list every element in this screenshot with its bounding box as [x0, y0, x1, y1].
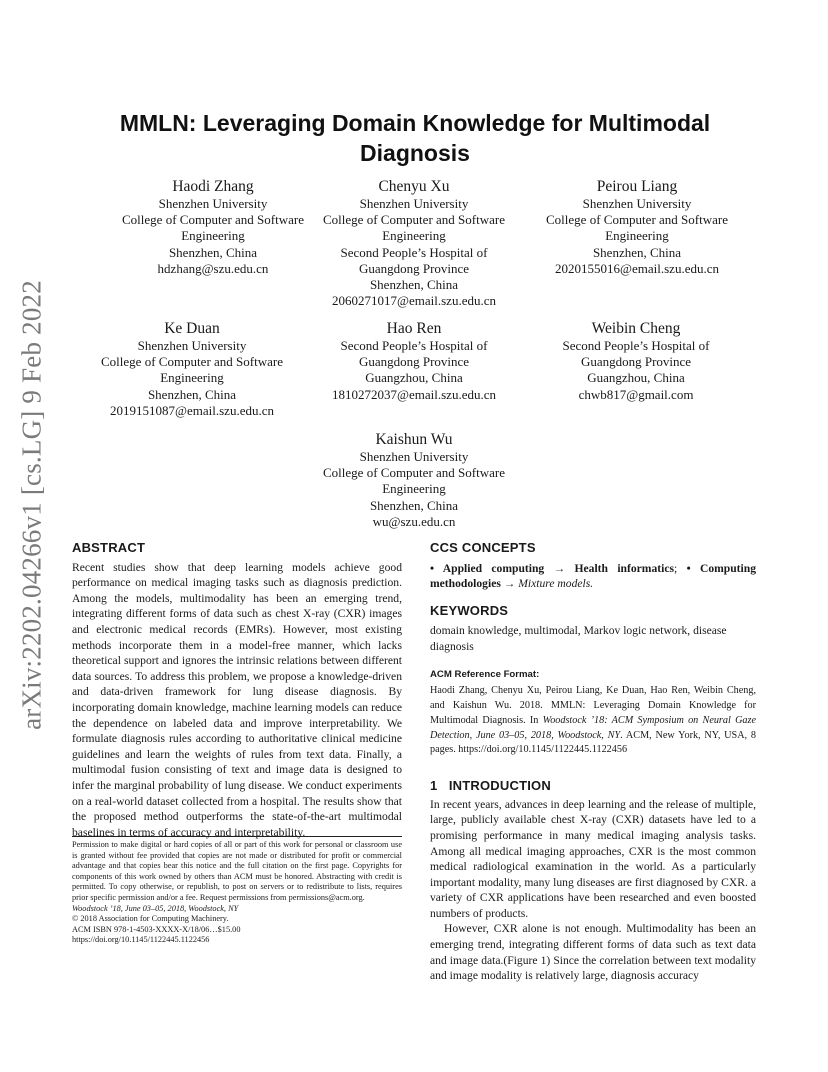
- title-line-1: MMLN: Leveraging Domain Knowledge for Multimodal: [119, 110, 711, 136]
- ccs-separator: ;: [674, 561, 687, 575]
- venue-line: Woodstock ’18, June 03–05, 2018, Woodstock, NY: [72, 903, 239, 913]
- author-affiliation: Shenzhen University: [359, 196, 469, 211]
- author-affiliation: Engineering: [382, 228, 446, 244]
- introduction-para-1: In recent years, advances in deep learning and the release of multiple, large, publicly available chest X-ray (CXR) datasets have led to a promising performance in many medical imaging analysis tasks. Among all medical imaging approaches, CXR is the most common medical radiological examination in the world. As a particularly important modality, many lung diseases are first diagnosed by CXR. a variety of CXR applications have been researched and even boosted numbers of products.: [430, 797, 756, 920]
- copyright-line: © 2018 Association for Computing Machinery.: [72, 914, 229, 924]
- author-location: Guangzhou, China: [587, 370, 685, 386]
- ccs-concept-1: • Applied computing: [430, 561, 545, 575]
- author-affiliation: College of Computer and Software: [323, 465, 505, 481]
- reference-format-heading: ACM Reference Format:: [430, 668, 540, 680]
- arxiv-stamp: [13, 280, 51, 730]
- author-name: Hao Ren: [386, 320, 442, 337]
- author-affiliation: College of Computer and Software: [546, 212, 728, 228]
- author-location: Shenzhen, China: [168, 244, 258, 260]
- keywords-heading: KEYWORDS: [430, 602, 509, 618]
- author-location: Shenzhen, China: [147, 386, 237, 402]
- reference-text-b: . ACM, New York, NY, USA, 8 pages. https://doi.org/10.1145/1122445.1122456: [430, 729, 756, 756]
- author-location: Shenzhen, China: [369, 277, 459, 293]
- author-affiliation: Guangdong Province: [358, 354, 470, 370]
- author-block: [517, 178, 757, 277]
- ccs-concept-1-sub: Health informatics: [574, 561, 674, 575]
- author-affiliation: Guangdong Province: [358, 260, 470, 276]
- author-block: [72, 320, 312, 419]
- paper-title: [95, 108, 735, 168]
- abstract-section: [72, 540, 402, 840]
- author-email: 2019151087@email.szu.edu.cn: [110, 402, 274, 418]
- right-column: [430, 540, 756, 984]
- author-name: Chenyu Xu: [378, 178, 450, 195]
- reference-format-text: [430, 684, 756, 758]
- doi-line: https://doi.org/10.1145/1122445.1122456: [72, 935, 210, 945]
- author-location: Shenzhen, China: [369, 497, 459, 513]
- author-affiliation: Second People’s Hospital of: [340, 338, 488, 353]
- abstract-heading: ABSTRACT: [72, 540, 146, 555]
- author-name: Kaishun Wu: [375, 431, 453, 448]
- ccs-concepts: [430, 561, 756, 592]
- arrow-icon: →: [553, 561, 566, 575]
- isbn-line: ACM ISBN 978-1-4503-XXXX-X/18/06…$15.00: [72, 924, 241, 934]
- author-affiliation: Shenzhen University: [137, 338, 247, 353]
- author-location: Guangzhou, China: [365, 370, 463, 386]
- author-affiliation: Shenzhen University: [158, 196, 268, 211]
- author-email: 2020155016@email.szu.edu.cn: [555, 260, 719, 276]
- footnote-divider: [72, 836, 402, 837]
- author-name: Weibin Cheng: [591, 320, 681, 337]
- keywords-text: domain knowledge, multimodal, Markov logic network, disease diagnosis: [430, 624, 727, 653]
- reference-text-a: Haodi Zhang, Chenyu Xu, Peirou Liang, Ke Duan, Hao Ren, Weibin Cheng, and Kaishun Wu. 2018. MMLN: Leveraging Domain Knowledge for Multimodal Diagnosis. In: [430, 685, 756, 726]
- ccs-concept-2-sub: Mixture models: [518, 577, 591, 591]
- ccs-heading: CCS CONCEPTS: [430, 540, 536, 555]
- ccs-end: .: [590, 577, 594, 591]
- author-affiliation: Engineering: [181, 228, 245, 244]
- author-affiliation: Engineering: [382, 481, 446, 497]
- abstract-text: Recent studies show that deep learning models achieve good performance on medical imaging tasks such as diagnosis prediction. Among the models, multimodality has been an emerging trend, integrating different forms of data such as chest X-ray (CXR) images and electronic medical records (EMRs). However, most existing methods incorporate them in a model-free manner, which lacks theoretical support and ignores the intrinsic relations between different data sources. To address this problem, we propose a knowledge-driven and data-driven framework for lung disease diagnosis. By incorporating domain knowledge, machine learning models can reduce the dependence on labeled data and improve interpretability. We formulate diagnosis rules according to authoritative clinical medicine guidelines and learn the weights of rules from text data. Finally, a multimodal fusion consisting of text and image data is designed to infer the marginal probability of lung disease. We conduct experiments on a real-world dataset collected from a hospital. The results show that the proposed method outperforms the state-of-the-art multimodal baselines in terms of accuracy and interpretability.: [72, 560, 402, 839]
- author-email: hdzhang@szu.edu.cn: [157, 260, 269, 276]
- author-affiliation: Engineering: [605, 228, 669, 244]
- arxiv-stamp-text: arXiv:2202.04266v1 [cs.LG] 9 Feb 2022: [16, 280, 47, 730]
- author-affiliation: Shenzhen University: [359, 449, 469, 464]
- arrow-icon: →: [503, 577, 516, 591]
- author-affiliation: Guangdong Province: [580, 354, 692, 370]
- reference-text-venue: Woodstock ’18: ACM Symposium on Neural Gaze Detection, June 03–05, 2018, Woodstock, NY: [430, 714, 757, 741]
- author-block: [516, 320, 756, 403]
- title-line-2: Diagnosis: [360, 140, 470, 166]
- author-block: [294, 178, 534, 309]
- author-affiliation: Second People’s Hospital of: [562, 338, 710, 353]
- author-affiliation: Second People’s Hospital of: [340, 244, 488, 260]
- author-affiliation: Engineering: [160, 370, 224, 386]
- author-affiliation: College of Computer and Software: [122, 212, 304, 228]
- introduction-heading: 1 INTRODUCTION: [430, 778, 551, 794]
- introduction-para-2: However, CXR alone is not enough. Multimodality has been an emerging trend, integrating different forms of data such as text data and image data.(Figure 1) Since the correlation between text modality and image modality is relatively large, diagnosis accuracy: [430, 922, 756, 983]
- author-email: chwb817@gmail.com: [578, 386, 694, 402]
- author-email: 1810272037@email.szu.edu.cn: [332, 386, 496, 402]
- author-block: [294, 320, 534, 403]
- author-affiliation: College of Computer and Software: [101, 354, 283, 370]
- ccs-concept-2: • Computing methodologies: [430, 561, 757, 591]
- permission-notice: Permission to make digital or hard copies of all or part of this work for personal or classroom use is granted without fee provided that copies are not made or distributed for profit or commercial advantage and that copies bear this notice and the full citation on the first page. Copyrights for components of this work owned by others than ACM must be honored. Abstracting with credit is permitted. To copy otherwise, or republish, to post on servers or to redistribute to lists, requires prior specific permission and/or a fee. Request permissions from permissions@acm.org.: [72, 840, 402, 902]
- author-block: [294, 431, 534, 530]
- author-name: Peirou Liang: [596, 178, 678, 195]
- author-email: 2060271017@email.szu.edu.cn: [332, 293, 496, 309]
- author-name: Ke Duan: [164, 320, 220, 337]
- copyright-footnote: [72, 840, 402, 946]
- author-location: Shenzhen, China: [592, 244, 682, 260]
- author-email: wu@szu.edu.cn: [372, 513, 456, 529]
- author-affiliation: College of Computer and Software: [323, 212, 505, 228]
- author-affiliation: Shenzhen University: [582, 196, 692, 211]
- author-name: Haodi Zhang: [172, 178, 254, 195]
